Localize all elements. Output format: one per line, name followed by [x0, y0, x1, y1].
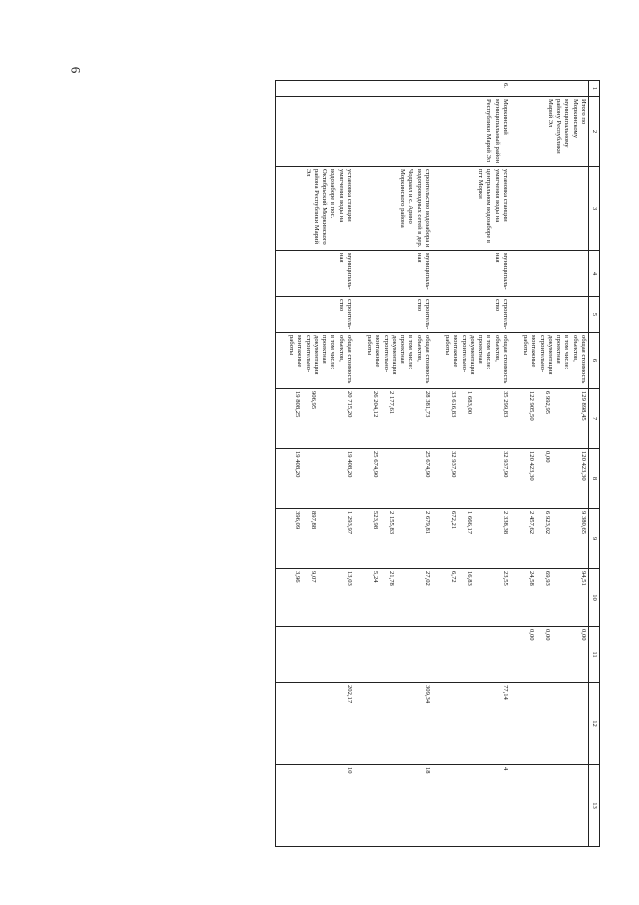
cell-col-12: 77,14 — [432, 683, 510, 765]
cell-col-3: строительство водозабора и водопроводных сетей в дер. Чодраял и с. Арино Моркинского района — [354, 167, 432, 251]
cell-line: строительно-монтажные работы — [522, 335, 546, 373]
cell-line: проектная документация — [390, 335, 407, 375]
cell-line: 25 674,90 — [423, 451, 431, 478]
cell-col-2: Итого по Моркинскому муниципальному району Республики Марий Эл — [510, 97, 589, 167]
cell-col-5: строитель-ство — [354, 297, 432, 333]
cell-line: 1 666,17 — [465, 511, 473, 535]
cell-line: 94,51 — [579, 571, 587, 586]
col-header-1: 1 — [588, 81, 599, 97]
cell-line: 9 380,65 — [579, 511, 587, 535]
col-header-12: 12 — [588, 683, 599, 765]
cell-line: 0,00 — [527, 629, 535, 641]
cell-col-4: муниципаль-ная — [354, 251, 432, 297]
cell-line: 20 715,20 — [345, 391, 353, 418]
cell-line: 2 679,81 — [423, 511, 431, 535]
cell-line: в том числе: — [485, 335, 493, 370]
cell-line: 27,02 — [423, 571, 431, 586]
cell-line: строительно-монтажные работы — [444, 335, 468, 373]
cell-line: 19 808,25 — [293, 391, 301, 418]
cell-col-2 — [275, 97, 354, 167]
cell-col-1 — [510, 81, 589, 97]
cell-col-10 — [275, 569, 354, 627]
cell-line — [433, 629, 457, 680]
cell-line: в том числе: — [329, 335, 337, 370]
cell-line: 13,03 — [345, 571, 353, 586]
cell-line: 396,09 — [293, 511, 301, 530]
rotated-table-area — [120, 80, 600, 846]
col-header-8: 8 — [588, 449, 599, 509]
cell-col-10 — [354, 569, 432, 627]
cell-col-5: строитель-ство — [432, 297, 510, 333]
cell-line — [317, 629, 325, 680]
cell-line: проектная документация — [546, 335, 563, 375]
cell-line — [457, 629, 473, 680]
col-header-7: 7 — [588, 389, 599, 449]
cell-line: общая стоимость объектов, — [337, 335, 353, 384]
cell-line: 24,58 — [527, 571, 535, 586]
cell-col-11 — [432, 627, 510, 683]
cell-col-9 — [432, 509, 510, 569]
cell-col-10 — [432, 569, 510, 627]
cell-line — [317, 451, 325, 506]
cell-col-8 — [432, 449, 510, 509]
cell-line: в том числе: — [563, 335, 571, 370]
cell-col-5: строитель-ство — [275, 297, 354, 333]
cell-col-4 — [510, 251, 589, 297]
cell-col-12 — [510, 683, 589, 765]
cell-line: 6 992,95 — [543, 391, 551, 415]
cell-line: 2 338,38 — [501, 511, 509, 535]
cell-line: 23,55 — [501, 571, 509, 586]
cell-col-6 — [432, 333, 510, 389]
cell-col-7 — [275, 389, 354, 449]
cell-line: 21,78 — [387, 571, 395, 586]
cell-col-1: 6. — [432, 81, 510, 97]
investment-table — [275, 80, 600, 847]
cell-col-4: муниципаль-ная — [275, 251, 354, 297]
cell-line: 5,24 — [371, 571, 379, 583]
cell-line — [395, 391, 403, 446]
cell-line: 2 457,62 — [527, 511, 535, 535]
cell-line: 1 293,97 — [345, 511, 353, 535]
col-header-10: 10 — [588, 569, 599, 627]
cell-line — [395, 571, 403, 624]
cell-col-12: 309,34 — [354, 683, 432, 765]
col-header-9: 9 — [588, 509, 599, 569]
cell-line: 672,21 — [449, 511, 457, 530]
col-header-13: 13 — [588, 765, 599, 847]
cell-col-11 — [275, 627, 354, 683]
col-header-11: 11 — [588, 627, 599, 683]
cell-line: 906,95 — [309, 391, 317, 410]
col-header-3: 3 — [588, 167, 599, 251]
cell-line — [317, 571, 325, 624]
cell-col-9 — [275, 509, 354, 569]
cell-line — [481, 629, 509, 680]
cell-col-3: установка станции умягчения воды на водозаборе в пос. Октябрьский Моркинского района Республики Марий Эл — [275, 167, 354, 251]
cell-col-10 — [510, 569, 589, 627]
cell-line — [473, 629, 481, 680]
cell-col-3 — [510, 167, 589, 251]
cell-line: 0,00 — [543, 451, 551, 463]
cell-line — [473, 511, 481, 566]
cell-line: общая стоимость объектов, — [493, 335, 509, 384]
cell-line — [551, 571, 559, 624]
cell-line: 69,93 — [543, 571, 551, 586]
cell-line: проектная документация — [312, 335, 329, 375]
cell-line — [551, 629, 559, 680]
cell-line: общая стоимость объектов, — [571, 335, 587, 384]
cell-line: 25 674,90 — [371, 451, 379, 478]
table-row — [275, 81, 354, 847]
cell-line: 120 423,30 — [527, 451, 535, 481]
cell-line: общая стоимость объектов, — [415, 335, 431, 384]
cell-col-1 — [275, 81, 354, 97]
cell-col-7 — [432, 389, 510, 449]
cell-line: 19 408,20 — [293, 451, 301, 478]
cell-col-8 — [275, 449, 354, 509]
cell-line: 120 423,30 — [579, 451, 587, 481]
cell-line: 32 937,90 — [449, 451, 457, 478]
cell-line — [355, 629, 379, 680]
cell-line: 523,98 — [371, 511, 379, 530]
cell-col-2: Моркинский муниципальный район Республики Марий Эл — [432, 97, 510, 167]
cell-line: 9,07 — [309, 571, 317, 583]
cell-line — [457, 451, 473, 506]
cell-line — [395, 451, 403, 506]
cell-line: 32 937,90 — [501, 451, 509, 478]
cell-line: 19 408,20 — [345, 451, 353, 478]
cell-col-11 — [510, 627, 589, 683]
cell-line: 16,83 — [465, 571, 473, 586]
col-header-6: 6 — [588, 333, 599, 389]
cell-line — [395, 511, 403, 566]
cell-line: 35 299,83 — [501, 391, 509, 418]
cell-col-1 — [354, 81, 432, 97]
cell-line: 33 616,83 — [449, 391, 457, 418]
cell-line — [403, 629, 431, 680]
cell-line — [301, 629, 317, 680]
cell-line — [325, 629, 353, 680]
table-row — [510, 81, 589, 847]
col-header-4: 4 — [588, 251, 599, 297]
cell-line — [473, 451, 481, 506]
col-header-2: 2 — [588, 97, 599, 167]
cell-line — [395, 629, 403, 680]
cell-line: 6 923,02 — [543, 511, 551, 535]
cell-line: проектная документация — [468, 335, 485, 375]
cell-line — [379, 629, 395, 680]
cell-col-4: муниципаль-ная — [432, 251, 510, 297]
col-header-5: 5 — [588, 297, 599, 333]
cell-line — [277, 629, 301, 680]
table-row — [354, 81, 432, 847]
cell-line — [379, 451, 395, 506]
table-row — [432, 81, 510, 847]
cell-line — [551, 391, 559, 446]
cell-col-8 — [354, 449, 432, 509]
cell-line: строительно-монтажные работы — [288, 335, 312, 373]
cell-line — [473, 571, 481, 624]
cell-line: 1 683,00 — [465, 391, 473, 415]
cell-col-7 — [510, 389, 589, 449]
cell-col-9 — [354, 509, 432, 569]
cell-line — [317, 511, 325, 566]
cell-line: 0,00 — [543, 629, 551, 641]
cell-line — [317, 391, 325, 446]
cell-col-12: 202,17 — [275, 683, 354, 765]
cell-line: 28 381,73 — [423, 391, 431, 418]
cell-line — [473, 391, 481, 446]
cell-col-7 — [354, 389, 432, 449]
header-row — [588, 81, 599, 847]
cell-col-6 — [510, 333, 589, 389]
cell-col-6 — [275, 333, 354, 389]
cell-line — [301, 451, 317, 506]
cell-line: 3,96 — [293, 571, 301, 583]
cell-line: 6,72 — [449, 571, 457, 583]
cell-line — [551, 511, 559, 566]
cell-col-13 — [510, 765, 589, 847]
cell-col-6 — [354, 333, 432, 389]
cell-line: 2 155,83 — [387, 511, 395, 535]
cell-line: 129 898,45 — [579, 391, 587, 421]
cell-col-13: 4 — [432, 765, 510, 847]
cell-line: 122 905,50 — [527, 391, 535, 421]
page-number: 6 — [68, 66, 84, 74]
cell-line: 26 204,12 — [371, 391, 379, 418]
cell-col-9 — [510, 509, 589, 569]
cell-col-2 — [354, 97, 432, 167]
cell-line — [551, 451, 559, 506]
cell-col-8 — [510, 449, 589, 509]
cell-line: 0,00 — [579, 629, 587, 641]
cell-line: 897,88 — [309, 511, 317, 530]
cell-line: в том числе: — [407, 335, 415, 370]
cell-col-11 — [354, 627, 432, 683]
cell-line: 2 177,61 — [387, 391, 395, 415]
cell-col-3: установка станции умягчения воды на центральном водозаборе в пгт Морки — [432, 167, 510, 251]
cell-col-13: 18 — [354, 765, 432, 847]
cell-col-13: 10 — [275, 765, 354, 847]
cell-line: строительно-монтажные работы — [366, 335, 390, 373]
cell-col-5 — [510, 297, 589, 333]
